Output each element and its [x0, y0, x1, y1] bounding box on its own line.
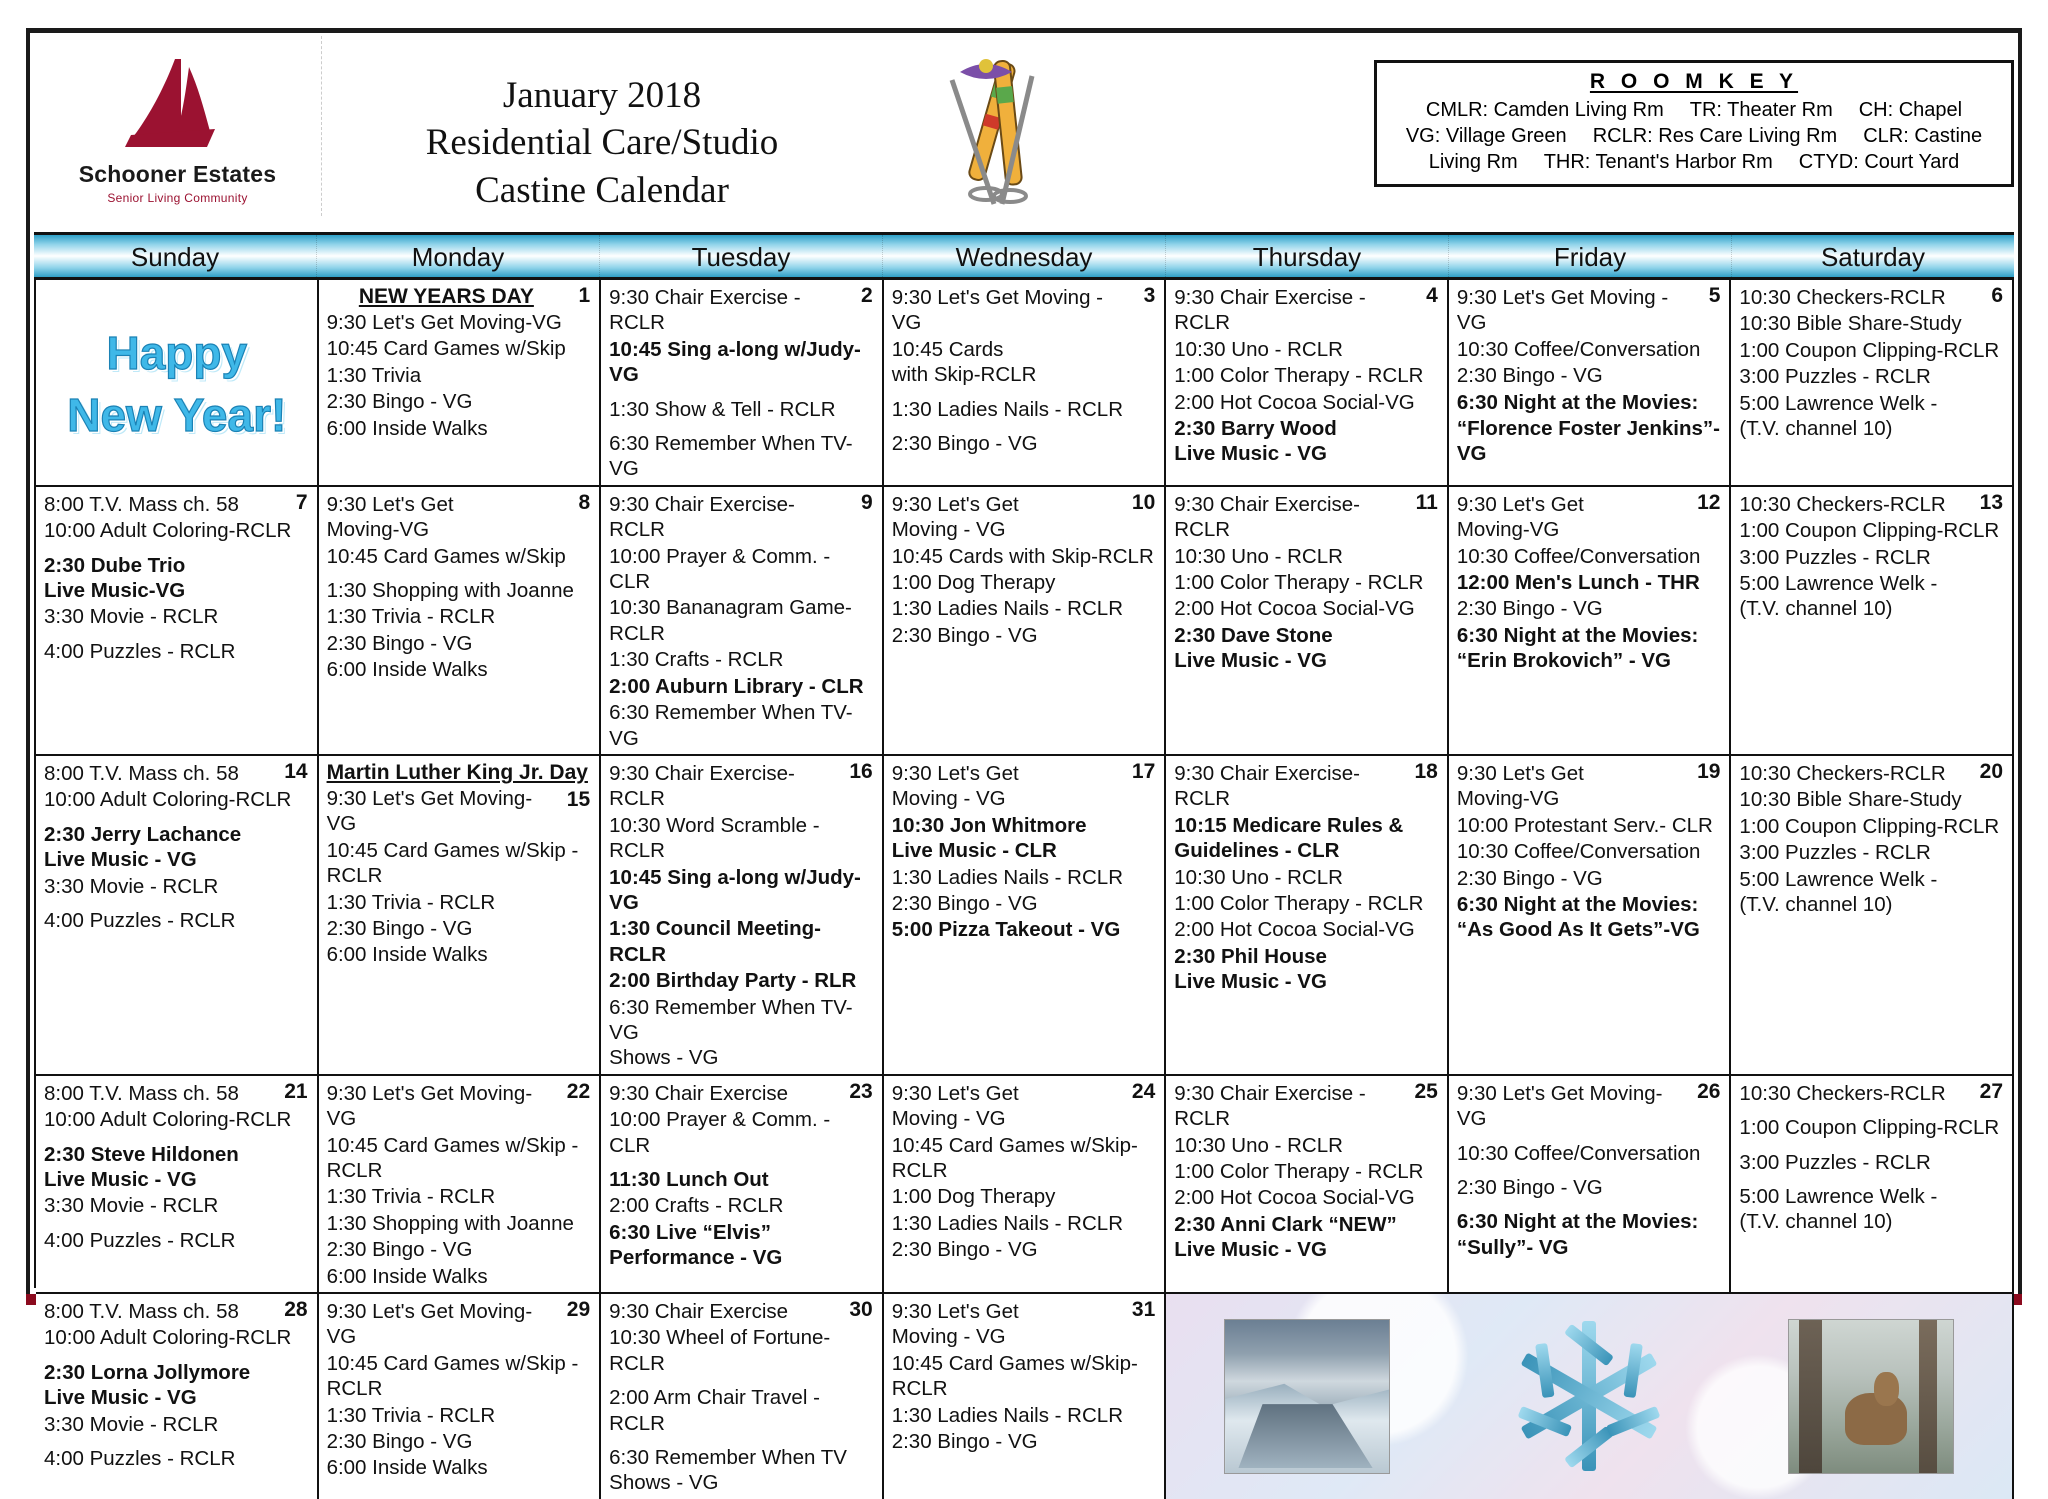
event-entry[interactable]: 9:30 Chair Exercise-RCLR	[609, 761, 795, 811]
event-entry[interactable]: 2:30 Lorna Jollymore Live Music - VG	[44, 1360, 251, 1410]
day-cell[interactable]	[36, 756, 319, 1076]
happy-new-year-banner	[44, 285, 310, 483]
event-entry[interactable]: 2:00 Crafts - RCLR	[609, 1194, 784, 1218]
day-cell[interactable]	[884, 1076, 1167, 1294]
title-month-year: January 2018	[502, 75, 702, 116]
event-entry[interactable]: 5:00 Pizza Takeout - VG	[891, 918, 1121, 942]
day-number: 18	[1414, 759, 1438, 783]
event-entry[interactable]: 1:30 Shopping with Joanne	[326, 579, 574, 603]
event-entry[interactable]: 2:00 Hot Cocoa Social-VG	[1174, 597, 1415, 621]
skis-clipart	[882, 36, 1112, 211]
event-entry[interactable]: 4:00 Puzzles - RCLR	[44, 639, 236, 663]
day-cell[interactable]	[601, 1076, 884, 1294]
brand-name: Schooner Estates	[78, 161, 277, 187]
event-entry[interactable]: 11:30 Lunch Out	[609, 1168, 769, 1191]
event-entry[interactable]: 2:30 Steve Hildonen Live Music - VG	[44, 1142, 239, 1191]
event-entry[interactable]: 10:45 Card Games w/Skip - RCLR	[326, 1133, 579, 1182]
event-entry[interactable]: 9:30 Chair Exercise	[609, 1300, 789, 1324]
day-cell[interactable]	[601, 487, 884, 756]
event-entry[interactable]: 10:30 Jon Whitmore Live Music - CLR	[891, 813, 1087, 863]
event-entry[interactable]: 9:30 Let's Get Moving- VG	[326, 1300, 533, 1349]
day-number: 1	[578, 284, 591, 307]
event-entry[interactable]: 9:30 Let's Get Moving-VG	[326, 311, 562, 334]
event-entry[interactable]: 2:00 Birthday Party - RLR	[609, 969, 857, 993]
event-entry[interactable]: 2:30 Bingo - VG	[1456, 1176, 1603, 1199]
event-entry[interactable]: 2:30 Phil House Live Music - VG	[1174, 944, 1327, 994]
room-key-row	[1387, 97, 2001, 123]
event-entry[interactable]: 6:30 Remember When TV-VG	[609, 701, 853, 750]
weekday-friday: Friday	[1449, 235, 1732, 277]
day-number: 3	[1143, 284, 1156, 307]
event-entry[interactable]: 10:30 Bible Share-Study	[1739, 788, 1962, 812]
event-entry[interactable]: 5:00 Lawrence Welk - (T.V. channel 10)	[1739, 1185, 1938, 1234]
event-entry[interactable]: 4:00 Puzzles - RCLR	[44, 1447, 236, 1471]
brand-logo	[34, 36, 322, 216]
event-entry[interactable]: 6:30 Remember When TV Shows - VG	[609, 1446, 847, 1495]
event-entry[interactable]: 8:00 T.V. Mass ch. 58	[44, 1081, 239, 1105]
weekday-tuesday: Tuesday	[600, 235, 883, 277]
day-number: 12	[1697, 490, 1721, 514]
room-key-item: TR: Theater Rm	[1689, 99, 1833, 121]
event-entry[interactable]: 10:00 Prayer & Comm. - CLR	[609, 1108, 831, 1157]
new-year-banner-cell[interactable]	[36, 280, 319, 487]
weekday-saturday: Saturday	[1820, 242, 1926, 272]
event-entry[interactable]: 3:30 Movie - RCLR	[44, 874, 219, 898]
day-cell[interactable]	[1166, 1076, 1449, 1294]
event-entry[interactable]: 10:00 Protestant Serv.- CLR	[1456, 813, 1713, 837]
event-entry[interactable]: 2:30 Bingo - VG	[891, 1238, 1038, 1262]
day-cell[interactable]	[1449, 280, 1732, 487]
day-cell[interactable]	[319, 280, 602, 487]
event-entry[interactable]: 1:00 Dog Therapy	[891, 1185, 1056, 1209]
day-cell[interactable]	[319, 1076, 602, 1294]
event-entry[interactable]: 10:30 Uno - RCLR	[1174, 337, 1343, 361]
event-entry[interactable]: 2:30 Jerry Lachance Live Music - VG	[44, 822, 242, 872]
day-number: 23	[849, 1079, 873, 1103]
event-entry[interactable]: 1:00 Color Therapy - RCLR	[1174, 1160, 1424, 1183]
event-entry[interactable]: 2:30 Bingo - VG	[891, 432, 1038, 456]
day-cell[interactable]	[884, 1294, 1167, 1499]
event-entry[interactable]: 9:30 Let's Get Moving-VG	[1456, 492, 1584, 542]
event-entry[interactable]: 9:30 Let's Get Moving - VG	[1456, 286, 1669, 335]
day-number: 15	[566, 787, 591, 811]
event-entry[interactable]: 10:30 Coffee/Conversation	[1456, 544, 1701, 568]
day-number: 10	[1131, 490, 1156, 514]
day-number: 26	[1697, 1079, 1721, 1103]
event-entry[interactable]: 9:30 Let's Get Moving - VG	[891, 492, 1019, 542]
weekday-header-row	[34, 232, 2014, 280]
event-entry[interactable]: 1:00 Color Therapy - RCLR	[1174, 571, 1424, 595]
deer-in-snow-photo	[1788, 1319, 1954, 1474]
event-entry[interactable]: 2:30 Bingo - VG	[326, 390, 473, 414]
day-number: 4	[1426, 284, 1438, 307]
event-entry[interactable]: 10:30 Uno - RCLR	[1174, 1133, 1343, 1157]
event-entry[interactable]: 6:30 Night at the Movies:	[1456, 390, 1699, 414]
event-entry[interactable]: 9:30 Let's Get Moving- VG	[326, 786, 533, 836]
event-entry[interactable]: 2:30 Bingo - VG	[1456, 364, 1603, 388]
day-number: 21	[284, 1079, 308, 1103]
day-number: 28	[284, 1298, 308, 1322]
event-entry[interactable]: 1:00 Coupon Clipping-RCLR	[1739, 1116, 2000, 1140]
event-entry[interactable]: 1:30 Ladies Nails - RCLR	[891, 597, 1123, 621]
event-entry[interactable]: 10:30 Uno - RCLR	[1174, 865, 1343, 889]
event-entry[interactable]: 9:30 Let's Get Moving - VG	[891, 286, 1103, 335]
event-entry[interactable]: 1:30 Trivia - RCLR	[326, 605, 496, 629]
weekday-wednesday: Wednesday	[883, 235, 1166, 277]
banner-line-2: New Year!	[67, 388, 287, 441]
day-number: 30	[849, 1298, 873, 1322]
event-entry[interactable]: 10:45 Cards with Skip-RCLR	[891, 544, 1154, 568]
winter-stream-photo	[1224, 1319, 1390, 1474]
event-entry[interactable]: 2:30 Bingo - VG	[891, 891, 1038, 915]
day-number: 22	[566, 1079, 591, 1103]
event-entry[interactable]: 10:45 Card Games w/Skip - RCLR	[326, 1351, 579, 1401]
room-key-row	[1387, 149, 2001, 175]
event-entry[interactable]: 10:30 Checkers-RCLR	[1739, 492, 1946, 516]
event-entry[interactable]: 10:45 Cards with Skip-RCLR	[891, 337, 1037, 387]
day-cell[interactable]	[36, 1076, 319, 1294]
page-header	[34, 36, 2014, 226]
event-entry[interactable]: 10:30 Coffee/Conversation	[1456, 1141, 1701, 1165]
event-entry[interactable]: 1:30 Shopping with Joanne	[326, 1211, 574, 1235]
day-number: 2	[861, 284, 873, 307]
event-entry[interactable]: 6:30 Remember When TV-VG Shows - VG	[609, 995, 853, 1070]
event-entry[interactable]: 1:30 Ladies Nails - RCLR	[891, 1403, 1123, 1427]
event-entry[interactable]: 2:00 Arm Chair Travel - RCLR	[609, 1386, 820, 1435]
page-border-left	[26, 28, 30, 1301]
day-number: 8	[578, 490, 591, 514]
event-entry[interactable]: 2:30 Bingo - VG	[326, 1238, 473, 1262]
event-entry[interactable]: 1:30 Show & Tell - RCLR	[609, 397, 836, 421]
event-entry[interactable]: 1:30 Council Meeting- RCLR	[609, 917, 821, 966]
banner-line-1: Happy	[106, 326, 248, 379]
sailboat-icon	[103, 57, 253, 157]
event-entry[interactable]: 6:30 Night at the Movies: “Sully”- VG	[1456, 1210, 1699, 1259]
event-entry[interactable]: 9:30 Chair Exercise - RCLR	[1174, 286, 1366, 335]
weekday-sunday: Sunday	[34, 235, 317, 277]
room-key-item: CTYD: Court Yard	[1798, 151, 1960, 173]
event-entry[interactable]: 5:00 Lawrence Welk - (T.V. channel 10)	[1739, 391, 1938, 441]
day-cell[interactable]	[36, 487, 319, 756]
event-entry[interactable]: 10:00 Adult Coloring-RCLR	[44, 519, 292, 543]
day-number: 14	[284, 759, 308, 783]
room-key-title: R O O M K E Y	[1589, 70, 1799, 93]
event-entry[interactable]: 10:00 Adult Coloring-RCLR	[44, 1108, 292, 1132]
title-subtitle-1: Residential Care/Studio	[425, 122, 779, 164]
room-key-item: CLR: Castine	[1863, 125, 1983, 147]
event-entry[interactable]: 1:00 Color Therapy - RCLR	[1174, 891, 1424, 915]
event-entry[interactable]: 2:30 Anni Clark “NEW” Live Music - VG	[1174, 1212, 1397, 1262]
event-entry[interactable]: 10:45 Card Games w/Skip- RCLR	[891, 1351, 1138, 1401]
event-entry[interactable]: 6:30 Remember When TV-VG	[609, 432, 853, 481]
event-entry[interactable]: 3:00 Puzzles - RCLR	[1739, 365, 1931, 389]
event-entry[interactable]: 1:00 Coupon Clipping-RCLR	[1739, 519, 2000, 543]
event-entry[interactable]: 1:30 Ladies Nails - RCLR	[891, 1211, 1123, 1235]
winter-photo-panel	[1166, 1294, 2014, 1499]
event-entry[interactable]: 1:30 Trivia - RCLR	[326, 890, 496, 914]
event-entry[interactable]: 10:00 Adult Coloring-RCLR	[44, 788, 292, 812]
event-entry[interactable]: 1:30 Ladies Nails - RCLR	[891, 397, 1123, 421]
event-entry[interactable]: 8:00 T.V. Mass ch. 58	[44, 1300, 239, 1324]
event-entry[interactable]: 12:00 Men's Lunch - THR	[1456, 571, 1700, 595]
event-entry[interactable]: 8:00 T.V. Mass ch. 58	[44, 761, 239, 785]
event-entry[interactable]: 2:30 Bingo - VG	[891, 1430, 1038, 1454]
event-entry[interactable]: 10:45 Card Games w/Skip- RCLR	[891, 1133, 1138, 1182]
event-entry[interactable]: 9:30 Let's Get Moving-VG	[326, 492, 454, 542]
event-entry[interactable]: 6:00 Inside Walks	[326, 658, 488, 682]
event-entry[interactable]: 2:30 Bingo - VG	[326, 631, 473, 655]
event-entry[interactable]: 9:30 Let's Get Moving - VG	[891, 1300, 1019, 1349]
day-number: 5	[1708, 284, 1721, 307]
event-entry[interactable]: 2:30 Bingo - VG	[326, 1430, 473, 1454]
room-key-item: CH: Chapel	[1858, 99, 1963, 121]
event-entry[interactable]: 10:30 Coffee/Conversation	[1456, 840, 1701, 864]
event-entry[interactable]: 6:00 Inside Walks	[326, 943, 488, 967]
event-entry[interactable]: 10:00 Prayer & Comm. - CLR	[609, 544, 831, 594]
event-entry[interactable]: 9:30 Let's Get Moving - VG	[891, 761, 1019, 811]
room-key-item: CMLR: Camden Living Rm	[1425, 99, 1664, 121]
event-entry[interactable]: 2:00 Hot Cocoa Social-VG	[1174, 390, 1415, 414]
page-border-top	[26, 28, 2022, 33]
brand-tagline: Senior Living Community	[107, 191, 248, 205]
event-entry[interactable]: 1:30 Trivia	[326, 363, 422, 387]
day-cell[interactable]	[1449, 1076, 1732, 1294]
event-entry[interactable]: 10:30 Word Scramble - RCLR	[609, 813, 820, 863]
day-number: 19	[1697, 759, 1721, 783]
event-entry[interactable]: 10:45 Card Games w/Skip	[326, 337, 566, 361]
event-entry[interactable]: 6:30 Live “Elvis” Performance - VG	[609, 1220, 783, 1270]
day-number: 17	[1131, 759, 1156, 783]
event-entry[interactable]: 9:30 Chair Exercise-RCLR	[609, 492, 795, 542]
day-number: 7	[295, 490, 308, 514]
event-entry[interactable]: 6:30 Night at the Movies: “As Good As It Gets”-VG	[1456, 892, 1700, 942]
event-entry[interactable]: 2:30 Barry Wood Live Music - VG	[1174, 417, 1337, 466]
calendar-grid	[34, 280, 2014, 1495]
room-key-item: Living Rm	[1428, 151, 1518, 173]
day-cell[interactable]	[1166, 487, 1449, 756]
event-entry[interactable]: 2:30 Bingo - VG	[891, 623, 1038, 647]
day-cell[interactable]	[319, 756, 602, 1076]
event-entry[interactable]: 3:00 Puzzles - RCLR	[1739, 545, 1931, 569]
day-cell[interactable]	[601, 756, 884, 1076]
day-cell[interactable]	[1449, 756, 1732, 1076]
event-entry[interactable]: 9:30 Chair Exercise -RCLR	[609, 286, 801, 335]
day-cell[interactable]	[601, 280, 884, 487]
event-entry[interactable]: 10:30 Checkers-RCLR	[1739, 761, 1946, 785]
event-entry[interactable]: 9:30 Let's Get Moving-VG	[1456, 1081, 1663, 1131]
event-entry[interactable]: 10:15 Medicare Rules & Guidelines - CLR	[1174, 813, 1404, 863]
page-title	[322, 36, 882, 214]
day-cell[interactable]	[1731, 756, 2014, 1076]
day-number: 11	[1415, 490, 1438, 514]
event-entry[interactable]: 10:30 Checkers-RCLR	[1739, 286, 1946, 309]
event-entry[interactable]: 6:00 Inside Walks	[326, 1456, 488, 1480]
event-entry[interactable]: 10:30 Checkers-RCLR	[1739, 1081, 1946, 1105]
day-number: 16	[849, 759, 873, 783]
event-entry[interactable]: 3:30 Movie - RCLR	[44, 1194, 219, 1218]
event-entry[interactable]: 9:30 Chair Exercise-RCLR	[1174, 492, 1360, 542]
day-cell[interactable]	[1166, 756, 1449, 1076]
event-entry[interactable]: 9:30 Let's Get Moving-VG	[1456, 761, 1584, 811]
title-subtitle-2: Castine Calendar	[475, 169, 729, 211]
event-entry[interactable]: 1:30 Ladies Nails - RCLR	[891, 865, 1123, 889]
event-entry[interactable]: 1:00 Color Therapy - RCLR	[1174, 364, 1424, 388]
day-number: 6	[1991, 284, 2003, 307]
weekday-thursday: Thursday	[1166, 235, 1449, 277]
day-number: 13	[1979, 490, 2003, 514]
event-entry[interactable]: 6:00 Inside Walks	[326, 1264, 488, 1288]
event-entry[interactable]: 10:30 Bananagram Game-RCLR	[609, 596, 852, 645]
day-cell[interactable]	[884, 487, 1167, 756]
event-entry[interactable]: 3:30 Movie - RCLR	[44, 1412, 219, 1436]
room-key-box	[1374, 60, 2014, 187]
event-entry[interactable]: 10:45 Sing a-long w/Judy- VG	[609, 337, 861, 387]
event-entry[interactable]: 2:30 Dube Trio Live Music-VG	[44, 553, 186, 603]
event-entry[interactable]: 10:30 Coffee/Conversation	[1456, 337, 1701, 361]
day-cell[interactable]	[884, 756, 1167, 1076]
event-entry[interactable]: 1:30 Trivia - RCLR	[326, 1185, 496, 1209]
day-number: 25	[1414, 1079, 1438, 1103]
event-entry[interactable]: 1:00 Coupon Clipping-RCLR	[1739, 814, 2000, 838]
event-entry[interactable]: 3:30 Movie - RCLR	[44, 605, 219, 629]
room-key-item: THR: Tenant's Harbor Rm	[1543, 151, 1773, 173]
event-entry[interactable]: 2:30 Bingo - VG	[326, 916, 473, 940]
event-entry[interactable]: 4:00 Puzzles - RCLR	[44, 1228, 236, 1252]
event-entry[interactable]: 10:30 Uno - RCLR	[1174, 544, 1343, 568]
event-entry[interactable]: 8:00 T.V. Mass ch. 58	[44, 492, 239, 516]
event-entry[interactable]: 2:30 Bingo - VG	[1456, 866, 1603, 890]
event-entry[interactable]: 2:30 Bingo - VG	[1456, 597, 1603, 621]
day-cell[interactable]	[601, 1294, 884, 1499]
holiday-label: Martin Luther King Jr. Day	[326, 760, 588, 784]
holiday-label: NEW YEARS DAY	[358, 285, 534, 308]
event-entry[interactable]: 5:00 Lawrence Welk - (T.V. channel 10)	[1739, 867, 1938, 916]
event-entry[interactable]: 1:30 Trivia - RCLR	[326, 1403, 496, 1427]
day-cell[interactable]	[319, 1294, 602, 1499]
room-key-row	[1387, 123, 2001, 149]
event-entry[interactable]: 6:30 Night at the Movies: “Erin Brokovich” - VG	[1456, 623, 1699, 673]
day-number: 9	[861, 490, 873, 514]
day-cell[interactable]	[1731, 487, 2014, 756]
event-entry[interactable]: 1:00 Dog Therapy	[891, 571, 1056, 595]
day-cell[interactable]	[884, 280, 1167, 487]
day-cell[interactable]	[319, 487, 602, 756]
event-entry[interactable]: 10:00 Adult Coloring-RCLR	[44, 1326, 292, 1350]
event-entry[interactable]: 10:30 Bible Share-Study	[1739, 312, 1962, 336]
day-number: 31	[1131, 1298, 1156, 1322]
event-entry[interactable]: 10:45 Card Games w/Skip - RCLR	[326, 838, 579, 888]
event-entry[interactable]: 9:30 Chair Exercise - RCLR	[1174, 1081, 1366, 1131]
room-key-item: RCLR: Res Care Living Rm	[1592, 125, 1838, 147]
day-number: 24	[1131, 1079, 1156, 1103]
event-entry[interactable]: 9:30 Chair Exercise	[609, 1081, 789, 1105]
event-entry[interactable]: “Florence Foster Jenkins”- VG	[1456, 417, 1721, 466]
event-entry[interactable]: 3:00 Puzzles - RCLR	[1739, 841, 1931, 865]
event-entry[interactable]: 2:30 Dave Stone Live Music - VG	[1174, 623, 1333, 673]
day-number: 27	[1979, 1079, 2003, 1103]
event-entry[interactable]: 10:30 Wheel of Fortune-RCLR	[609, 1326, 831, 1375]
weekday-monday: Monday	[317, 235, 600, 277]
snowflake-icon	[1494, 1311, 1684, 1481]
event-entry[interactable]: 9:30 Chair Exercise-RCLR	[1174, 761, 1360, 811]
day-number: 20	[1979, 759, 2003, 783]
day-number: 29	[566, 1298, 591, 1322]
event-entry[interactable]: 2:00 Auburn Library - CLR	[609, 674, 864, 698]
event-entry[interactable]: 6:00 Inside Walks	[326, 416, 488, 440]
day-cell[interactable]	[1166, 280, 1449, 487]
event-entry[interactable]: 2:00 Hot Cocoa Social-VG	[1174, 918, 1415, 942]
room-key-item: VG: Village Green	[1405, 125, 1567, 147]
event-entry[interactable]: 2:00 Hot Cocoa Social-VG	[1174, 1186, 1415, 1210]
event-entry[interactable]: 9:30 Let's Get Moving- VG	[326, 1081, 533, 1131]
event-entry[interactable]: 5:00 Lawrence Welk - (T.V. channel 10)	[1739, 572, 1938, 621]
day-cell[interactable]	[36, 1294, 319, 1499]
event-entry[interactable]: 9:30 Let's Get Moving - VG	[891, 1081, 1019, 1131]
event-entry[interactable]: 1:30 Crafts - RCLR	[609, 648, 784, 672]
event-entry[interactable]: 3:00 Puzzles - RCLR	[1739, 1150, 1931, 1174]
day-cell[interactable]	[1731, 280, 2014, 487]
day-cell[interactable]	[1449, 487, 1732, 756]
event-entry[interactable]: 10:45 Sing a-long w/Judy-VG	[609, 865, 861, 914]
event-entry[interactable]: 10:45 Card Games w/Skip	[326, 544, 566, 568]
event-entry[interactable]: 4:00 Puzzles - RCLR	[44, 908, 236, 932]
day-cell[interactable]	[1731, 1076, 2014, 1294]
event-entry[interactable]: 1:00 Coupon Clipping-RCLR	[1739, 338, 2000, 362]
page-border-right	[2018, 28, 2022, 1301]
